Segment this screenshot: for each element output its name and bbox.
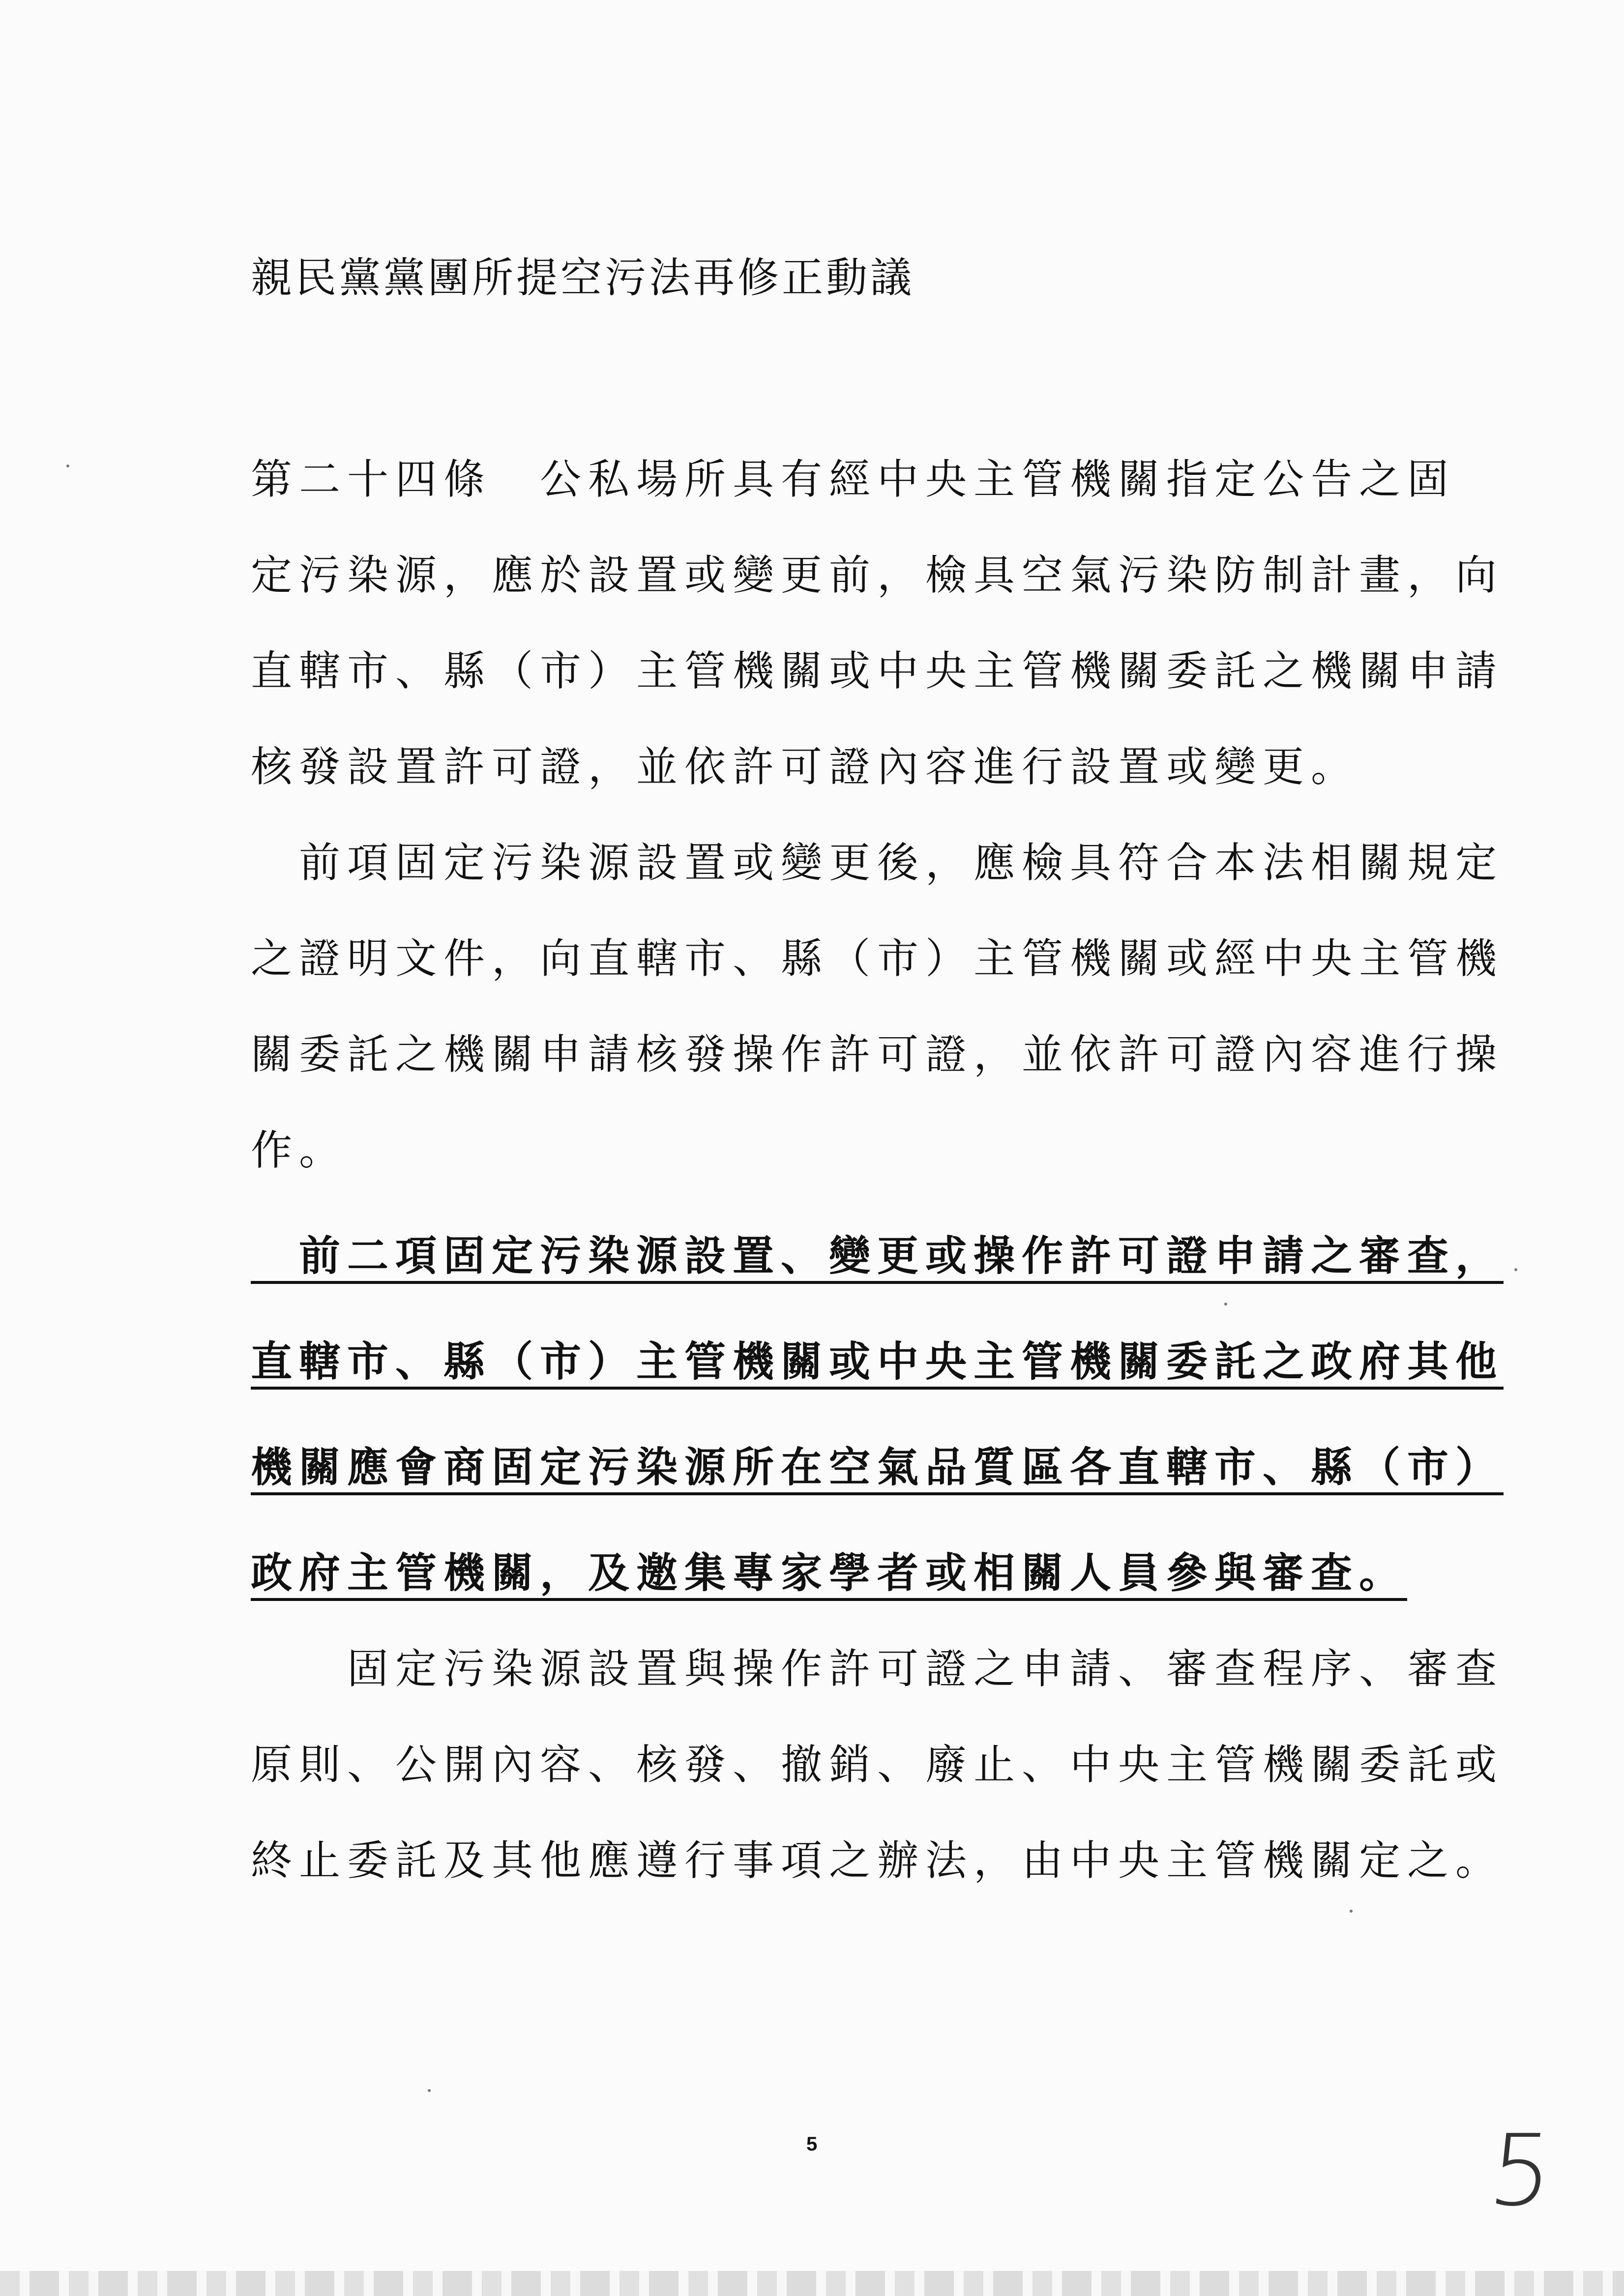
amendment-line-2: 直轄市、縣（市）主管機關或中央主管機關委託之政府其他 (251, 1337, 1504, 1386)
scan-bottom-edge (0, 2271, 1624, 2296)
scan-speck (428, 2089, 431, 2092)
scan-speck (1514, 1268, 1517, 1271)
page-number: 5 (806, 2133, 818, 2155)
article-24-line-4: 核發設置許可證，並依許可證內容進行設置或變更。 (251, 743, 1359, 791)
article-24-line-1: 第二十四條 公私場所具有經中央主管機關指定公告之固 (251, 455, 1456, 503)
paragraph-2-line-4: 作。 (251, 1126, 348, 1174)
amendment-line-4: 政府主管機關，及邀集專家學者或相關人員參與審查。 (251, 1548, 1408, 1597)
document-title: 親民黨黨團所提空污法再修正動議 (251, 254, 915, 302)
amendment-line-3: 機關應會商固定污染源所在空氣品質區各直轄市、縣（市） (251, 1443, 1504, 1491)
handwritten-page-number: 5 (1483, 2114, 1559, 2228)
article-24-line-3: 直轄市、縣（市）主管機關或中央主管機關委託之機關申請 (251, 647, 1504, 695)
paragraph-2-line-3: 關委託之機關申請核發操作許可證，並依許可證內容進行操 (251, 1030, 1504, 1078)
paragraph-2-line-1: 前項固定污染源設置或變更後，應檢具符合本法相關規定 (251, 839, 1504, 887)
paragraph-4-line-2: 原則、公開內容、核發、撤銷、廢止、中央主管機關委託或 (251, 1741, 1504, 1789)
article-24-line-2: 定污染源，應於設置或變更前，檢具空氣污染防制計畫，向 (251, 551, 1504, 599)
paragraph-4-line-1: 固定污染源設置與操作許可證之申請、審查程序、審查 (251, 1645, 1504, 1693)
scan-speck (1350, 1910, 1353, 1913)
scan-speck (1224, 1303, 1227, 1306)
amendment-line-1: 前二項固定污染源設置、變更或操作許可證申請之審查， (251, 1231, 1504, 1280)
scan-speck (66, 465, 69, 467)
paragraph-2-line-2: 之證明文件，向直轄市、縣（市）主管機關或經中央主管機 (251, 934, 1504, 983)
paragraph-4-line-3: 終止委託及其他應遵行事項之辦法，由中央主管機關定之。 (251, 1836, 1504, 1885)
